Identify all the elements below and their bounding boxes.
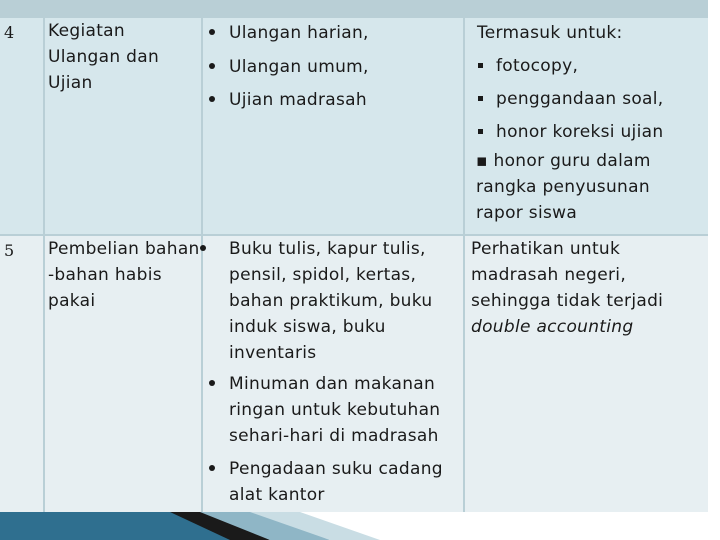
bullet-icon bbox=[209, 63, 215, 69]
note-extra-line: ▪ honor guru dalam bbox=[476, 151, 651, 171]
note-item: penggandaan soal, bbox=[496, 89, 664, 109]
note-item: honor koreksi ujian bbox=[496, 122, 664, 142]
detail-item: Minuman dan makanan bbox=[229, 374, 436, 394]
activity-line: Kegiatan bbox=[48, 21, 125, 41]
detail-item: Ujian madrasah bbox=[229, 90, 367, 110]
note-line: Perhatikan untuk bbox=[471, 239, 621, 259]
note-line: sehingga tidak terjadi bbox=[471, 291, 664, 311]
detail-item: Buku tulis, kapur tulis, bbox=[229, 239, 426, 259]
detail-cell bbox=[203, 18, 463, 234]
detail-cell bbox=[203, 236, 463, 512]
note-line: madrasah negeri, bbox=[471, 265, 627, 285]
table-row bbox=[0, 236, 708, 512]
note-extra-line: rapor siswa bbox=[476, 203, 578, 223]
detail-item: bahan praktikum, buku bbox=[229, 291, 433, 311]
bullet-icon bbox=[200, 245, 206, 251]
row-number: 4 bbox=[4, 23, 15, 42]
note-title: Termasuk untuk: bbox=[477, 23, 623, 43]
square-bullet-icon bbox=[478, 96, 483, 101]
decorative-swoosh bbox=[0, 508, 720, 540]
detail-item: inventaris bbox=[229, 343, 317, 363]
bullet-icon bbox=[209, 29, 215, 35]
activity-cell bbox=[45, 18, 201, 234]
detail-item: sehari-hari di madrasah bbox=[229, 426, 439, 446]
row-number: 5 bbox=[4, 241, 15, 260]
note-item: fotocopy, bbox=[496, 56, 579, 76]
square-bullet-icon bbox=[478, 63, 483, 68]
note-cell bbox=[465, 236, 708, 512]
detail-item: Pengadaan suku cadang bbox=[229, 459, 443, 479]
detail-item: Ulangan harian, bbox=[229, 23, 369, 43]
bullet-icon bbox=[209, 465, 215, 471]
activity-line: -bahan habis bbox=[48, 265, 162, 285]
activity-line: Pembelian bahan bbox=[48, 239, 200, 259]
bullet-icon bbox=[209, 96, 215, 102]
detail-item: pensil, spidol, kertas, bbox=[229, 265, 417, 285]
row-number-cell bbox=[0, 236, 43, 512]
table-row bbox=[0, 18, 708, 234]
activity-line: Ujian bbox=[48, 73, 93, 93]
note-italic-line: double accounting bbox=[471, 317, 634, 337]
activity-line: Ulangan dan bbox=[48, 47, 160, 67]
detail-item: induk siswa, buku bbox=[229, 317, 386, 337]
row-number-cell bbox=[0, 18, 43, 234]
note-cell bbox=[465, 18, 708, 234]
square-bullet-icon bbox=[478, 129, 483, 134]
bullet-icon bbox=[209, 380, 215, 386]
detail-item: Ulangan umum, bbox=[229, 57, 369, 77]
note-extra-line: rangka penyusunan bbox=[476, 177, 650, 197]
activity-cell bbox=[45, 236, 201, 512]
detail-item: alat kantor bbox=[229, 485, 325, 505]
activity-line: pakai bbox=[48, 291, 96, 311]
detail-item: ringan untuk kebutuhan bbox=[229, 400, 441, 420]
